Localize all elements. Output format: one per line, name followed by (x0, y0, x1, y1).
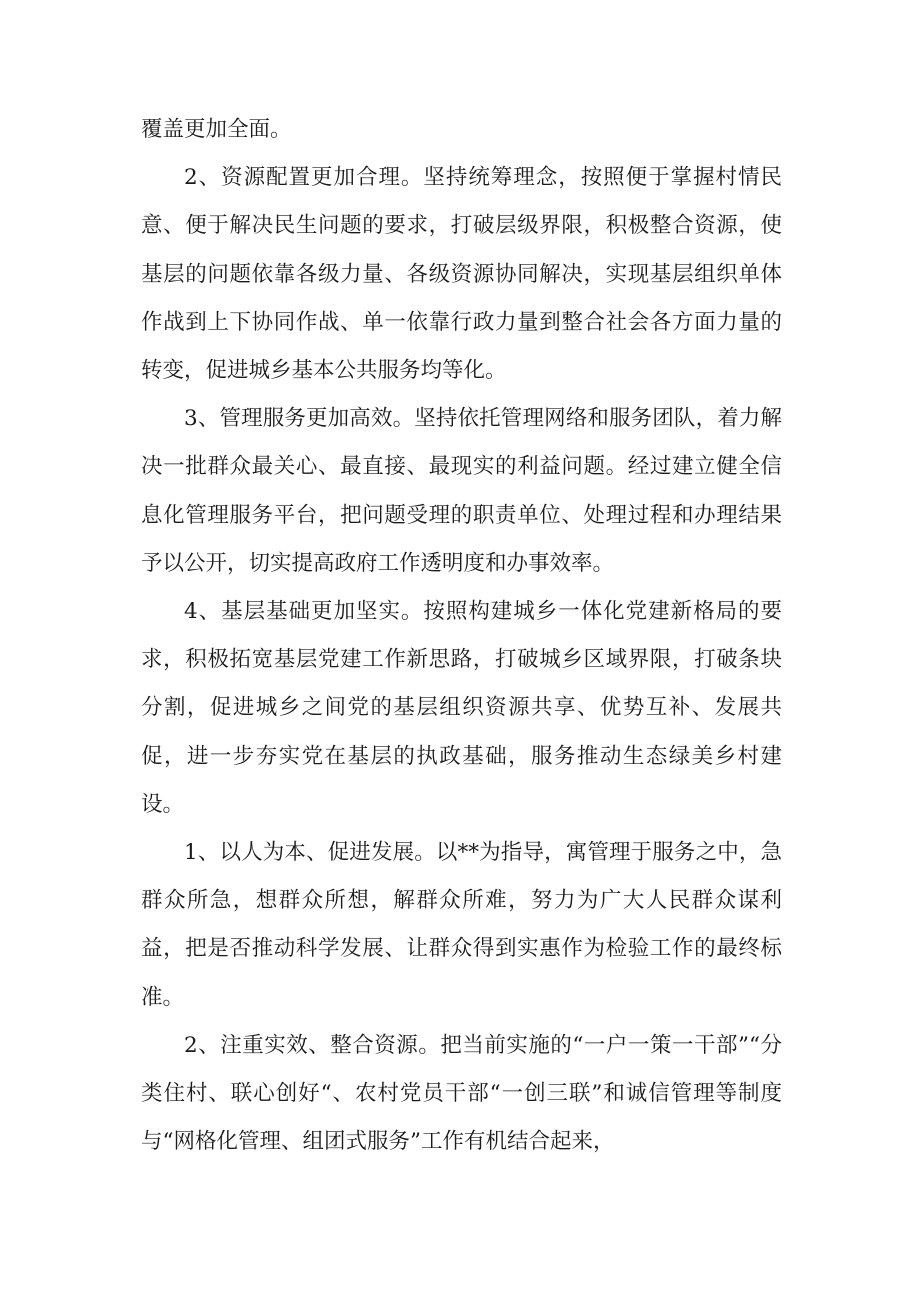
paragraph-management-service: 3、管理服务更加高效。坚持依托管理网络和服务团队，着力解决一批群众最关心、最直接、最现实的利益问题。经过建立健全信息化管理服务平台，把问题受理的职责单位、处理过程和办理结果予以公开，切实提高政府工作透明度和办事效率。 (141, 406, 782, 576)
paragraph-continuation: 覆盖更加全面。 (141, 117, 292, 142)
paragraph-people-oriented: 1、以人为本、促进发展。以**为指导，寓管理于服务之中，急群众所急，想群众所想，解群众所难，努力为广大人民群众谋利益，把是否推动科学发展、让群众得到实惠作为检验工作的最终标准。 (141, 840, 782, 1010)
paragraph-grassroots-foundation: 4、基层基础更加坚实。按照构建城乡一体化党建新格局的要求，积极拓宽基层党建工作新思路，打破城乡区域界限，打破条块分割，促进城乡之间党的基层组织资源共享、优势互补、发展共促，进一步夯实党在基层的执政基础，服务推动生态绿美乡村建设。 (141, 599, 782, 817)
document-body (141, 106, 782, 1166)
paragraph-focus-effectiveness: 2、注重实效、整合资源。把当前实施的“一户一策一干部”“分类住村、联心创好“、农村党员干部“一创三联”和诚信管理等制度与“网格化管理、组团式服务”工作有机结合起来， (141, 1032, 782, 1155)
paragraph-resource-allocation: 2、资源配置更加合理。坚持统筹理念，按照便于掌握村情民意、便于解决民生问题的要求，打破层级界限，积极整合资源，使基层的问题依靠各级力量、各级资源协同解决，实现基层组织单体作战到上下协同作战、单一依靠行政力量到整合社会各方面力量的转变，促进城乡基本公共服务均等化。 (141, 165, 782, 384)
